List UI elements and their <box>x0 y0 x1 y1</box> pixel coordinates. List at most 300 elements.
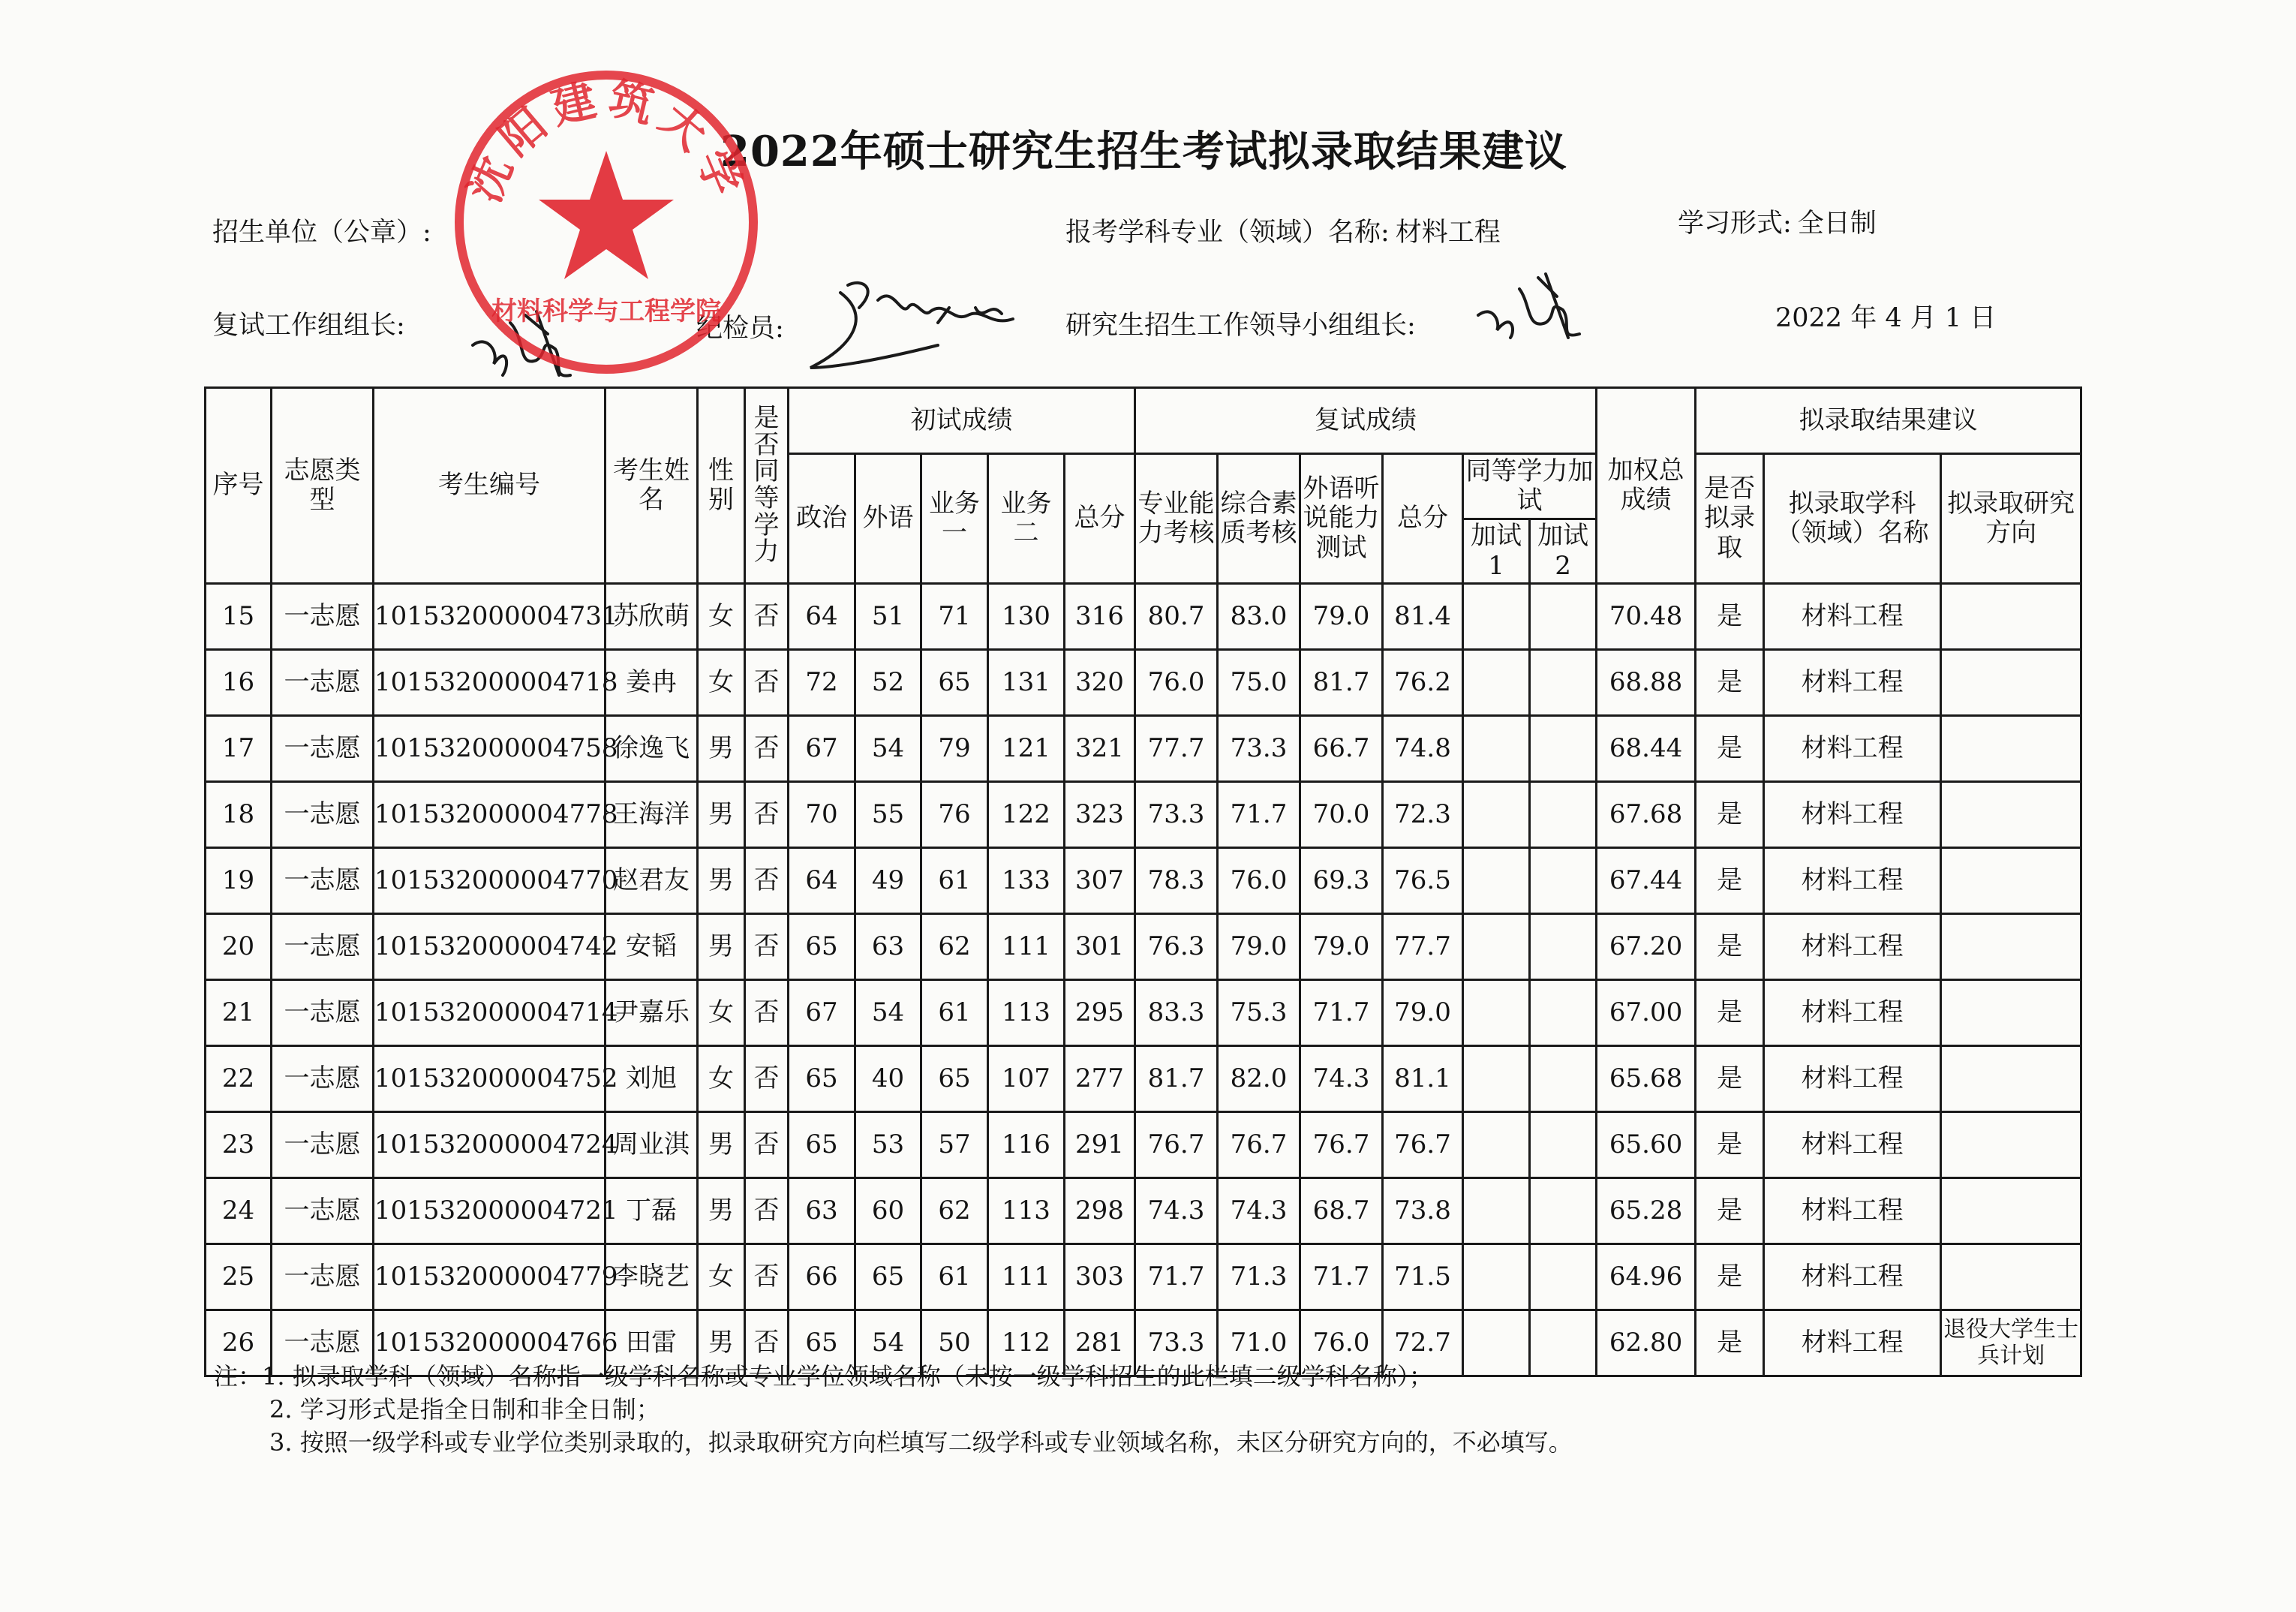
header-type: 志愿类型 <box>272 388 374 584</box>
cell-equiv: 否 <box>745 1178 789 1244</box>
cell-equiv: 否 <box>745 1244 789 1310</box>
cell-extra2 <box>1530 650 1597 716</box>
major-field <box>1065 212 1501 249</box>
cell-first-total: 295 <box>1065 980 1135 1046</box>
cell-course2: 130 <box>988 584 1065 650</box>
cell-first-total: 281 <box>1065 1310 1135 1376</box>
cell-foreign: 55 <box>855 782 921 848</box>
cell-course1: 50 <box>921 1310 988 1376</box>
table-row <box>206 1244 2081 1310</box>
cell-ability: 81.7 <box>1135 1046 1218 1112</box>
cell-ability: 80.7 <box>1135 584 1218 650</box>
cell-admit: 是 <box>1696 1244 1764 1310</box>
cell-equiv: 否 <box>745 650 789 716</box>
cell-politics: 70 <box>789 782 855 848</box>
cell-name: 田雷 <box>606 1310 698 1376</box>
seal-star-icon <box>539 151 674 279</box>
seal-top-text: 沈阳建筑大学 <box>458 72 754 209</box>
cell-first-total: 320 <box>1065 650 1135 716</box>
header-result-group: 拟录取结果建议 <box>1696 388 2081 454</box>
header-second-total: 总分 <box>1383 454 1463 584</box>
cell-admit-major: 材料工程 <box>1764 914 1941 980</box>
note-2: 2. 学习形式是指全日制和非全日制； <box>269 1395 660 1424</box>
cell-name: 丁磊 <box>606 1178 698 1244</box>
cell-extra2 <box>1530 1178 1597 1244</box>
cell-listening: 71.7 <box>1300 1244 1383 1310</box>
cell-name: 姜冉 <box>606 650 698 716</box>
cell-quality: 76.7 <box>1218 1112 1300 1178</box>
cell-politics: 72 <box>789 650 855 716</box>
cell-admit-major: 材料工程 <box>1764 650 1941 716</box>
cell-listening: 81.7 <box>1300 650 1383 716</box>
cell-course2: 111 <box>988 914 1065 980</box>
cell-foreign: 49 <box>855 848 921 914</box>
cell-extra1 <box>1463 848 1530 914</box>
major-value: 材料工程 <box>1395 218 1501 248</box>
cell-politics: 63 <box>789 1178 855 1244</box>
cell-course2: 121 <box>988 716 1065 782</box>
cell-politics: 67 <box>789 980 855 1046</box>
cell-politics: 65 <box>789 1310 855 1376</box>
cell-admit: 是 <box>1696 848 1764 914</box>
cell-politics: 64 <box>789 848 855 914</box>
cell-direction <box>1941 782 2081 848</box>
cell-admit-major: 材料工程 <box>1764 782 1941 848</box>
cell-name: 刘旭 <box>606 1046 698 1112</box>
cell-foreign: 65 <box>855 1244 921 1310</box>
cell-weighted: 68.88 <box>1597 650 1696 716</box>
header-extra2: 加试2 <box>1537 521 1589 581</box>
cell-name: 周业淇 <box>606 1112 698 1178</box>
cell-listening: 79.0 <box>1300 914 1383 980</box>
cell-ability: 76.3 <box>1135 914 1218 980</box>
cell-listening: 79.0 <box>1300 584 1383 650</box>
cell-name: 王海洋 <box>606 782 698 848</box>
cell-foreign: 51 <box>855 584 921 650</box>
header-id: 考生编号 <box>374 388 606 584</box>
cell-seq: 20 <box>206 914 272 980</box>
cell-equiv: 否 <box>745 584 789 650</box>
header-equiv: 是否同等学力 <box>745 388 789 584</box>
cell-type: 一志愿 <box>272 1310 374 1376</box>
cell-seq: 24 <box>206 1178 272 1244</box>
cell-course1: 62 <box>921 914 988 980</box>
table-row <box>206 1178 2081 1244</box>
header-extra-group: 同等学力加试 <box>1464 455 1595 520</box>
header-politics: 政治 <box>789 454 855 584</box>
cell-course2: 133 <box>988 848 1065 914</box>
cell-admit: 是 <box>1696 650 1764 716</box>
date: 2022 年 4 月 1 日 <box>1775 303 1997 333</box>
cell-admit-major: 材料工程 <box>1764 848 1941 914</box>
leader-label: 研究生招生工作领导小组组长: <box>1065 311 1416 341</box>
cell-sex: 男 <box>698 782 745 848</box>
cell-extra2 <box>1530 980 1597 1046</box>
cell-admit: 是 <box>1696 914 1764 980</box>
cell-sex: 男 <box>698 1310 745 1376</box>
cell-type: 一志愿 <box>272 650 374 716</box>
cell-seq: 21 <box>206 980 272 1046</box>
cell-first-total: 321 <box>1065 716 1135 782</box>
cell-direction <box>1941 716 2081 782</box>
cell-extra1 <box>1463 584 1530 650</box>
cell-name: 徐逸飞 <box>606 716 698 782</box>
cell-candidate-id: 101532000004742 <box>374 914 606 980</box>
cell-admit: 是 <box>1696 584 1764 650</box>
cell-first-total: 291 <box>1065 1112 1135 1178</box>
cell-direction <box>1941 1244 2081 1310</box>
cell-type: 一志愿 <box>272 1178 374 1244</box>
cell-sex: 男 <box>698 716 745 782</box>
cell-politics: 66 <box>789 1244 855 1310</box>
cell-weighted: 65.68 <box>1597 1046 1696 1112</box>
inspector-signature <box>788 255 1035 383</box>
cell-candidate-id: 101532000004752 <box>374 1046 606 1112</box>
cell-ability: 73.3 <box>1135 1310 1218 1376</box>
cell-ability: 78.3 <box>1135 848 1218 914</box>
header-seq: 序号 <box>206 388 272 584</box>
cell-candidate-id: 101532000004770 <box>374 848 606 914</box>
cell-ability: 76.0 <box>1135 650 1218 716</box>
table-row <box>206 848 2081 914</box>
cell-direction <box>1941 584 2081 650</box>
table-row <box>206 914 2081 980</box>
header-first-total: 总分 <box>1065 454 1135 584</box>
cell-second-total: 73.8 <box>1383 1178 1463 1244</box>
study-form-label: 学习形式: <box>1678 209 1792 239</box>
header-sex: 性别 <box>698 388 745 584</box>
document-title: 2022年硕士研究生招生考试拟录取结果建议 <box>720 127 1567 176</box>
cell-seq: 18 <box>206 782 272 848</box>
cell-equiv: 否 <box>745 782 789 848</box>
cell-course1: 57 <box>921 1112 988 1178</box>
cell-first-total: 316 <box>1065 584 1135 650</box>
cell-listening: 71.7 <box>1300 980 1383 1046</box>
major-label: 报考学科专业（领域）名称: <box>1065 218 1390 248</box>
table-row <box>206 1112 2081 1178</box>
cell-direction <box>1941 914 2081 980</box>
footnotes <box>214 1360 1573 1459</box>
cell-extra2 <box>1530 1244 1597 1310</box>
cell-quality: 74.3 <box>1218 1178 1300 1244</box>
cell-foreign: 54 <box>855 716 921 782</box>
cell-seq: 15 <box>206 584 272 650</box>
admission-table <box>204 386 2082 1377</box>
cell-extra2 <box>1530 584 1597 650</box>
cell-second-total: 77.7 <box>1383 914 1463 980</box>
cell-sex: 女 <box>698 584 745 650</box>
cell-extra1 <box>1463 650 1530 716</box>
cell-sex: 男 <box>698 1178 745 1244</box>
header-course1: 业务一 <box>921 454 988 584</box>
cell-admit: 是 <box>1696 782 1764 848</box>
cell-listening: 76.0 <box>1300 1310 1383 1376</box>
study-form-field <box>1678 203 1877 240</box>
cell-second-total: 79.0 <box>1383 980 1463 1046</box>
cell-weighted: 68.44 <box>1597 716 1696 782</box>
header-second-group: 复试成绩 <box>1135 388 1597 454</box>
cell-quality: 75.3 <box>1218 980 1300 1046</box>
cell-sex: 女 <box>698 980 745 1046</box>
cell-quality: 82.0 <box>1218 1046 1300 1112</box>
cell-second-total: 81.1 <box>1383 1046 1463 1112</box>
cell-second-total: 81.4 <box>1383 584 1463 650</box>
cell-second-total: 71.5 <box>1383 1244 1463 1310</box>
cell-seq: 22 <box>206 1046 272 1112</box>
unit-label: 招生单位（公章）: <box>212 218 431 248</box>
cell-type: 一志愿 <box>272 848 374 914</box>
cell-admit: 是 <box>1696 1310 1764 1376</box>
cell-extra2 <box>1530 914 1597 980</box>
cell-candidate-id: 101532000004778 <box>374 782 606 848</box>
cell-seq: 16 <box>206 650 272 716</box>
cell-extra2 <box>1530 1112 1597 1178</box>
cell-name: 安韬 <box>606 914 698 980</box>
cell-course1: 71 <box>921 584 988 650</box>
inspector-label: 纪检员: <box>696 314 784 344</box>
cell-admit-major: 材料工程 <box>1764 980 1941 1046</box>
cell-seq: 23 <box>206 1112 272 1178</box>
study-form-value: 全日制 <box>1797 209 1877 239</box>
cell-equiv: 否 <box>745 848 789 914</box>
table-row <box>206 782 2081 848</box>
cell-equiv: 否 <box>745 1046 789 1112</box>
cell-foreign: 63 <box>855 914 921 980</box>
cell-candidate-id: 101532000004718 <box>374 650 606 716</box>
cell-type: 一志愿 <box>272 716 374 782</box>
cell-listening: 68.7 <box>1300 1178 1383 1244</box>
cell-foreign: 60 <box>855 1178 921 1244</box>
cell-admit: 是 <box>1696 980 1764 1046</box>
cell-candidate-id: 101532000004779 <box>374 1244 606 1310</box>
cell-admit-major: 材料工程 <box>1764 1046 1941 1112</box>
cell-type: 一志愿 <box>272 914 374 980</box>
cell-second-total: 72.3 <box>1383 782 1463 848</box>
cell-candidate-id: 101532000004758 <box>374 716 606 782</box>
cell-politics: 65 <box>789 914 855 980</box>
header-direction: 拟录取研究方向 <box>1941 454 2081 584</box>
cell-listening: 76.7 <box>1300 1112 1383 1178</box>
cell-first-total: 303 <box>1065 1244 1135 1310</box>
cell-second-total: 76.5 <box>1383 848 1463 914</box>
cell-weighted: 65.28 <box>1597 1178 1696 1244</box>
cell-weighted: 67.68 <box>1597 782 1696 848</box>
cell-seq: 17 <box>206 716 272 782</box>
cell-direction <box>1941 1112 2081 1178</box>
cell-first-total: 301 <box>1065 914 1135 980</box>
header-admit: 是否拟录取 <box>1696 454 1764 584</box>
cell-type: 一志愿 <box>272 1112 374 1178</box>
cell-politics: 65 <box>789 1112 855 1178</box>
cell-extra1 <box>1463 782 1530 848</box>
table-row <box>206 1046 2081 1112</box>
cell-course1: 61 <box>921 1244 988 1310</box>
cell-listening: 66.7 <box>1300 716 1383 782</box>
cell-weighted: 65.60 <box>1597 1112 1696 1178</box>
cell-admit: 是 <box>1696 1178 1764 1244</box>
cell-politics: 67 <box>789 716 855 782</box>
cell-quality: 71.3 <box>1218 1244 1300 1310</box>
cell-quality: 79.0 <box>1218 914 1300 980</box>
cell-first-total: 323 <box>1065 782 1135 848</box>
header-first-group: 初试成绩 <box>789 388 1135 454</box>
cell-direction <box>1941 650 2081 716</box>
cell-seq: 26 <box>206 1310 272 1376</box>
cell-weighted: 67.44 <box>1597 848 1696 914</box>
header-admit-major: 拟录取学科（领域）名称 <box>1764 454 1941 584</box>
cell-direction: 退役大学生士兵计划 <box>1941 1310 2081 1376</box>
cell-direction <box>1941 980 2081 1046</box>
table-row <box>206 584 2081 650</box>
note-3: 3. 按照一级学科或专业学位类别录取的，拟录取研究方向栏填写二级学科或专业领域名称，未区分研究方向的，不必填写。 <box>269 1428 1573 1457</box>
cell-equiv: 否 <box>745 914 789 980</box>
cell-sex: 男 <box>698 848 745 914</box>
cell-foreign: 54 <box>855 1310 921 1376</box>
cell-weighted: 70.48 <box>1597 584 1696 650</box>
cell-admit-major: 材料工程 <box>1764 1178 1941 1244</box>
cell-ability: 76.7 <box>1135 1112 1218 1178</box>
cell-weighted: 67.00 <box>1597 980 1696 1046</box>
cell-admit-major: 材料工程 <box>1764 716 1941 782</box>
cell-quality: 83.0 <box>1218 584 1300 650</box>
cell-listening: 69.3 <box>1300 848 1383 914</box>
cell-second-total: 72.7 <box>1383 1310 1463 1376</box>
cell-equiv: 否 <box>745 980 789 1046</box>
cell-extra2 <box>1530 848 1597 914</box>
cell-foreign: 53 <box>855 1112 921 1178</box>
seal-bottom-text: 材料科学与工程学院 <box>491 296 721 326</box>
cell-sex: 女 <box>698 1046 745 1112</box>
cell-extra1 <box>1463 716 1530 782</box>
header-foreign: 外语 <box>855 454 921 584</box>
cell-extra1 <box>1463 914 1530 980</box>
cell-quality: 73.3 <box>1218 716 1300 782</box>
table-row <box>206 980 2081 1046</box>
cell-sex: 男 <box>698 1112 745 1178</box>
cell-listening: 74.3 <box>1300 1046 1383 1112</box>
cell-course1: 62 <box>921 1178 988 1244</box>
cell-seq: 25 <box>206 1244 272 1310</box>
header-weighted: 加权总成绩 <box>1597 388 1696 584</box>
cell-quality: 75.0 <box>1218 650 1300 716</box>
cell-course2: 122 <box>988 782 1065 848</box>
cell-listening: 70.0 <box>1300 782 1383 848</box>
cell-extra1 <box>1463 1112 1530 1178</box>
cell-weighted: 64.96 <box>1597 1244 1696 1310</box>
cell-course1: 61 <box>921 848 988 914</box>
cell-name: 尹嘉乐 <box>606 980 698 1046</box>
cell-equiv: 否 <box>745 1112 789 1178</box>
cell-course1: 61 <box>921 980 988 1046</box>
cell-admit: 是 <box>1696 1112 1764 1178</box>
cell-second-total: 76.2 <box>1383 650 1463 716</box>
cell-ability: 71.7 <box>1135 1244 1218 1310</box>
cell-name: 李晓艺 <box>606 1244 698 1310</box>
note-1: 注：1. 拟录取学科（领域）名称指一级学科名称或专业学位领域名称（未按一级学科招生的此栏填二级学科名称）； <box>214 1362 1433 1391</box>
cell-first-total: 307 <box>1065 848 1135 914</box>
cell-equiv: 否 <box>745 716 789 782</box>
cell-type: 一志愿 <box>272 980 374 1046</box>
cell-ability: 77.7 <box>1135 716 1218 782</box>
cell-type: 一志愿 <box>272 584 374 650</box>
table-row <box>206 650 2081 716</box>
cell-sex: 女 <box>698 650 745 716</box>
cell-ability: 83.3 <box>1135 980 1218 1046</box>
cell-foreign: 40 <box>855 1046 921 1112</box>
cell-course2: 116 <box>988 1112 1065 1178</box>
header-listening: 外语听说能力测试 <box>1300 454 1383 584</box>
header-extra1: 加试1 <box>1464 520 1531 582</box>
official-seal <box>449 65 764 380</box>
cell-course1: 65 <box>921 650 988 716</box>
cell-admit-major: 材料工程 <box>1764 1244 1941 1310</box>
cell-extra2 <box>1530 782 1597 848</box>
cell-course2: 107 <box>988 1046 1065 1112</box>
cell-extra1 <box>1463 1178 1530 1244</box>
cell-course2: 111 <box>988 1244 1065 1310</box>
cell-candidate-id: 101532000004721 <box>374 1178 606 1244</box>
cell-quality: 71.0 <box>1218 1310 1300 1376</box>
cell-direction <box>1941 1178 2081 1244</box>
cell-extra1 <box>1463 1046 1530 1112</box>
cell-politics: 65 <box>789 1046 855 1112</box>
cell-sex: 女 <box>698 1244 745 1310</box>
cell-type: 一志愿 <box>272 782 374 848</box>
cell-course2: 113 <box>988 980 1065 1046</box>
cell-extra2 <box>1530 716 1597 782</box>
cell-course2: 113 <box>988 1178 1065 1244</box>
cell-politics: 64 <box>789 584 855 650</box>
cell-weighted: 67.20 <box>1597 914 1696 980</box>
cell-weighted: 62.80 <box>1597 1310 1696 1376</box>
cell-course2: 131 <box>988 650 1065 716</box>
group-leader-label: 复试工作组组长: <box>212 311 405 341</box>
cell-second-total: 74.8 <box>1383 716 1463 782</box>
cell-extra1 <box>1463 1244 1530 1310</box>
cell-admit-major: 材料工程 <box>1764 1112 1941 1178</box>
cell-second-total: 76.7 <box>1383 1112 1463 1178</box>
cell-direction <box>1941 1046 2081 1112</box>
cell-quality: 71.7 <box>1218 782 1300 848</box>
cell-extra1 <box>1463 980 1530 1046</box>
cell-candidate-id: 101532000004766 <box>374 1310 606 1376</box>
cell-first-total: 277 <box>1065 1046 1135 1112</box>
cell-candidate-id: 101532000004714 <box>374 980 606 1046</box>
header-name: 考生姓名 <box>606 388 698 584</box>
cell-name: 苏欣萌 <box>606 584 698 650</box>
cell-course1: 65 <box>921 1046 988 1112</box>
cell-ability: 73.3 <box>1135 782 1218 848</box>
cell-candidate-id: 101532000004724 <box>374 1112 606 1178</box>
cell-direction <box>1941 848 2081 914</box>
header-course2: 业务二 <box>988 454 1065 584</box>
cell-first-total: 298 <box>1065 1178 1135 1244</box>
cell-foreign: 52 <box>855 650 921 716</box>
header-quality: 综合素质考核 <box>1218 454 1300 584</box>
cell-quality: 76.0 <box>1218 848 1300 914</box>
header-ability: 专业能力考核 <box>1135 454 1218 584</box>
cell-course2: 112 <box>988 1310 1065 1376</box>
cell-ability: 74.3 <box>1135 1178 1218 1244</box>
cell-candidate-id: 101532000004731 <box>374 584 606 650</box>
cell-course1: 79 <box>921 716 988 782</box>
cell-type: 一志愿 <box>272 1046 374 1112</box>
cell-name: 赵君友 <box>606 848 698 914</box>
cell-admit-major: 材料工程 <box>1764 584 1941 650</box>
cell-equiv: 否 <box>745 1310 789 1376</box>
cell-sex: 男 <box>698 914 745 980</box>
cell-type: 一志愿 <box>272 1244 374 1310</box>
